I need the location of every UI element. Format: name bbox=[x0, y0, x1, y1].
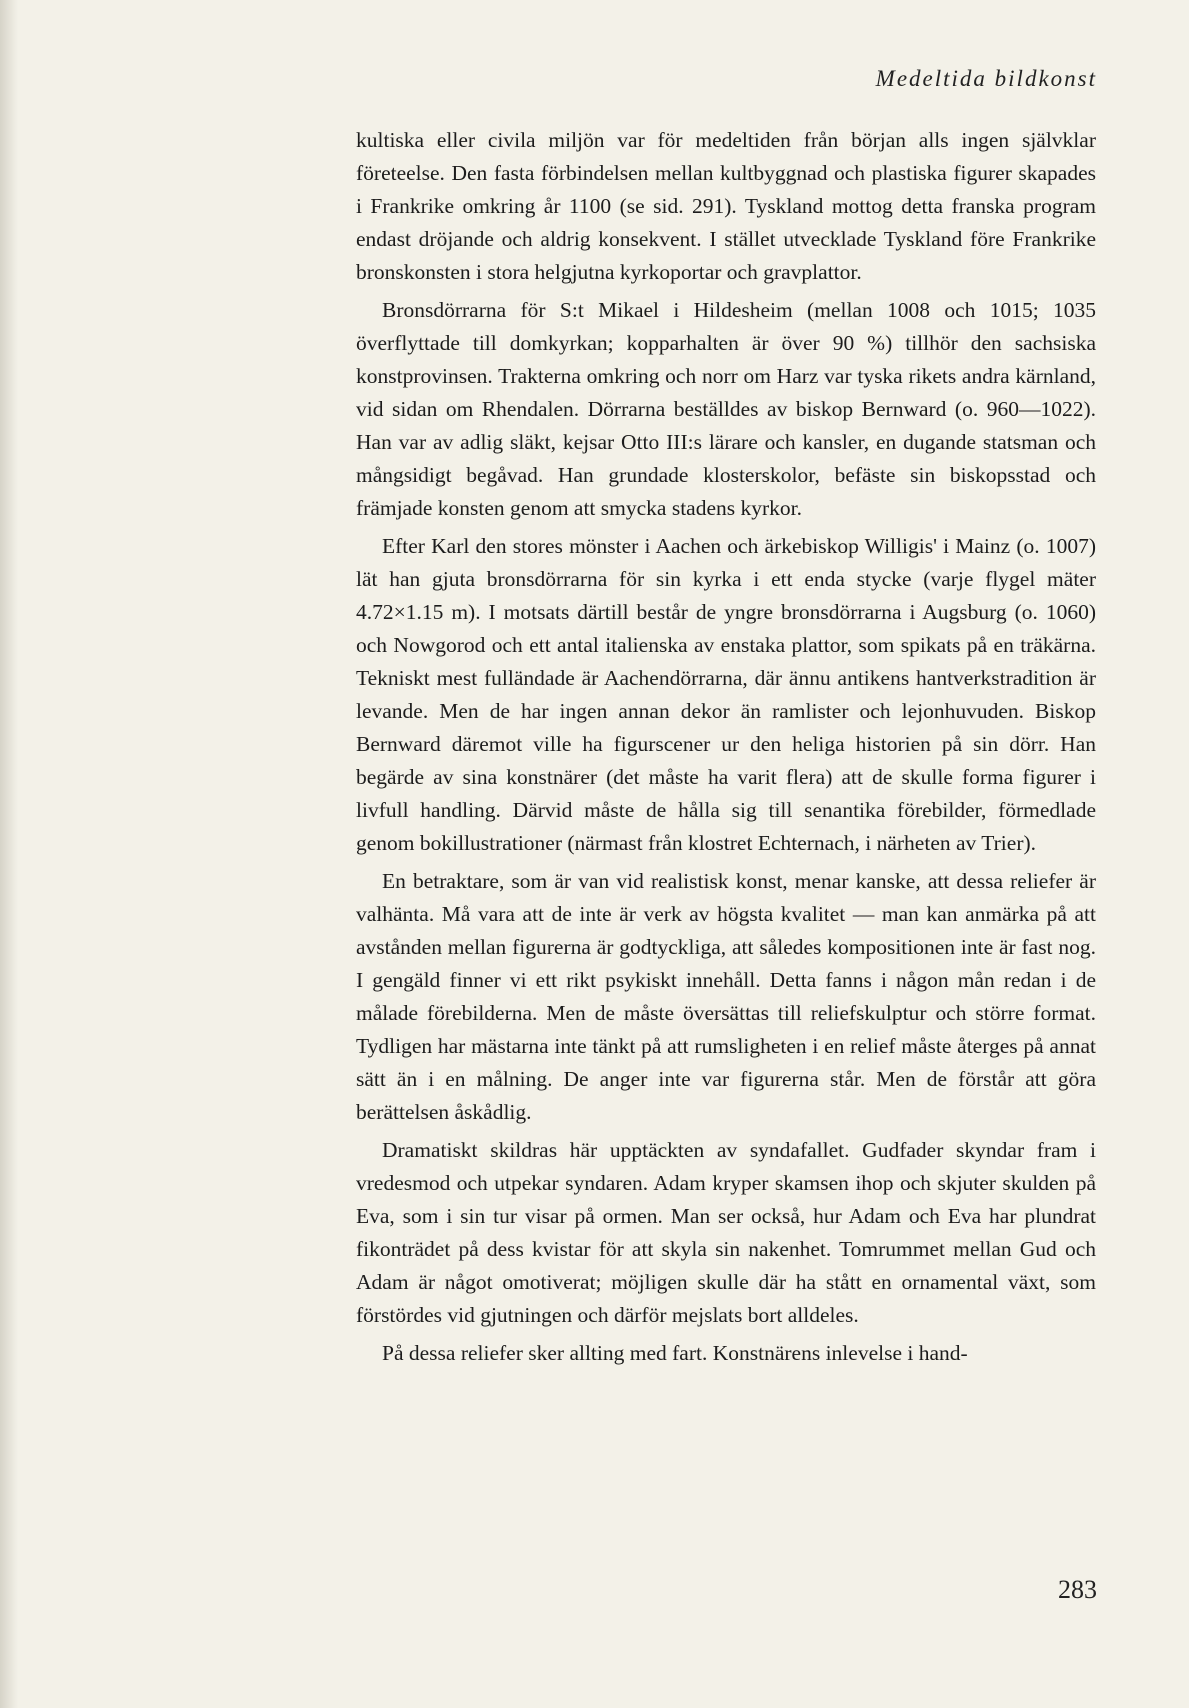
paragraph: En betraktare, som är van vid realistisk konst, menar kanske, att dessa reliefer är valhänta. Må vara att de inte är verk av högsta kvalitet — man kan anmärka på att avstånden mellan figurerna är godtyckliga, att således kompositionen inte är fast nog. I gengäld finner vi ett rikt psykiskt innehåll. Detta fanns i någon mån redan i de målade förebilderna. Men de måste översättas till reliefskulptur och större format. Tydligen har mästarna inte tänkt på att rumsligheten i en relief måste återges på annat sätt än i en målning. De anger inte var figurerna står. Men de förstår att göra berättelsen åskådlig. bbox=[356, 869, 1096, 1124]
paragraph: På dessa reliefer sker allting med fart. Konstnärens inlevelse i hand- bbox=[382, 1341, 968, 1365]
page-gutter-shadow bbox=[0, 0, 18, 1708]
paragraph: Dramatiskt skildras här upptäckten av syndafallet. Gudfader skyndar fram i vredesmod och utpekar syndaren. Adam kryper skamsen ihop och skjuter skulden på Eva, som i sin tur visar på ormen. Man ser också, hur Adam och Eva har plundrat fikonträdet på dess kvistar för att skyla sin nakenhet. Tomrummet mellan Gud och Adam är något omotiverat; möjligen skulle där ha stått en ornamental växt, som förstördes vid gjutningen och därför mejslats bort alldeles. bbox=[356, 1138, 1096, 1327]
paragraph: kultiska eller civila miljön var för medeltiden från början alls ingen självklar företeelse. Den fasta förbindelsen mellan kultbyggnad och plastiska figurer skapades i Frankrike omkring år 1100 (se sid. 291). Tyskland mottog detta franska program endast dröjande och aldrig konsekvent. I stället utvecklade Tyskland före Frankrike bronskonsten i stora helgjutna kyrkoportar och gravplattor. bbox=[356, 128, 1096, 284]
running-head: Medeltida bildkonst bbox=[875, 66, 1097, 91]
body-text bbox=[356, 124, 1096, 1375]
page-number: 283 bbox=[1058, 1575, 1097, 1604]
paragraph: Bronsdörrarna för S:t Mikael i Hildesheim (mellan 1008 och 1015; 1035 överflyttade till domkyrkan; kopparhalten är över 90 %) tillhör den sachsiska konstprovinsen. Trakterna omkring och norr om Harz var tyska rikets andra kärnland, vid sidan om Rhendalen. Dörrarna beställdes av biskop Bernward (o. 960—1022). Han var av adlig släkt, kejsar Otto III:s lärare och kansler, en dugande statsman och mångsidigt begåvad. Han grundade klosterskolor, befäste sin biskopsstad och främjade konsten genom att smycka stadens kyrkor. bbox=[356, 298, 1096, 520]
paragraph: Efter Karl den stores mönster i Aachen och ärkebiskop Willigis' i Mainz (o. 1007) lät han gjuta bronsdörrarna för sin kyrka i ett enda stycke (varje flygel mäter 4.72×1.15 m). I motsats därtill består de yngre bronsdörrarna i Augsburg (o. 1060) och Nowgorod och ett antal italienska av enstaka plattor, som spikats på en träkärna. Tekniskt mest fulländade är Aachendörrarna, där ännu antikens hantverkstradition är levande. Men de har ingen annan dekor än ramlister och lejonhuvuden. Biskop Bernward däremot ville ha figurscener ur den heliga historien på sin dörr. Han begärde av sina konstnärer (det måste ha varit flera) att de skulle forma figurer i livfull handling. Därvid måste de hålla sig till senantika förebilder, förmedlade genom bokillustrationer (närmast från klostret Echternach, i närheten av Trier). bbox=[356, 534, 1096, 855]
